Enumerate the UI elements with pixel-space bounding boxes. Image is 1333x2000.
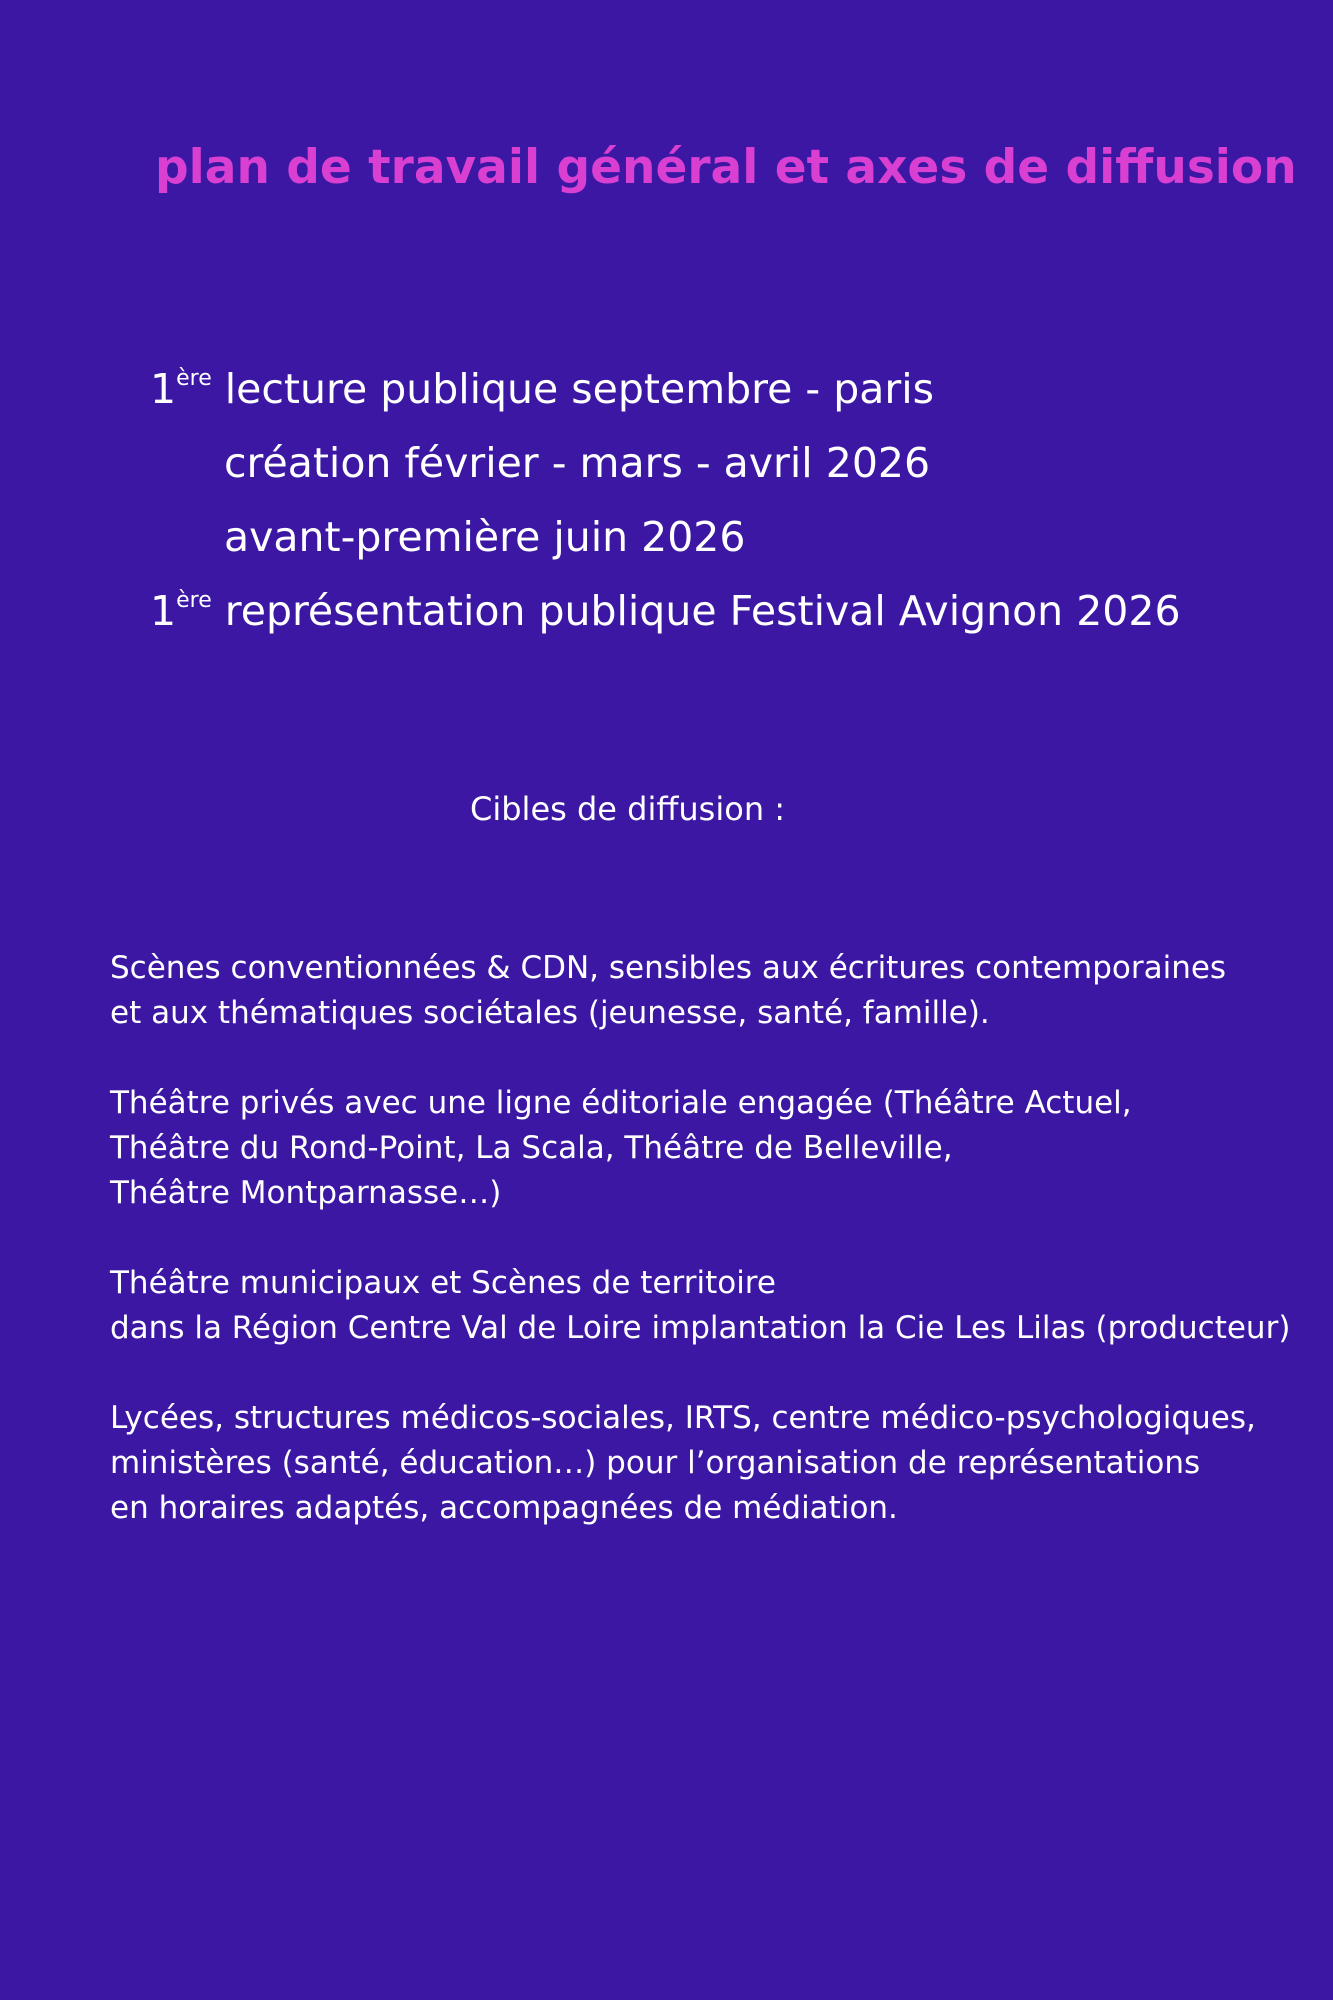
schedule-item-text: représentation publique Festival Avignon 2026	[211, 587, 1181, 635]
schedule-item-superscript: ère	[176, 366, 212, 391]
target-paragraph-municipal-theatres	[110, 1261, 1320, 1351]
target-line: Théâtre Montparnasse…)	[110, 1175, 502, 1211]
schedule-item-first-performance	[150, 574, 1181, 648]
schedule-item-superscript: ère	[176, 588, 212, 613]
target-paragraph-schools	[110, 1396, 1320, 1531]
target-line: Lycées, structures médicos-sociales, IRTS, centre médico-psychologiques,	[110, 1400, 1256, 1436]
target-line: Théâtre privés avec une ligne éditoriale engagée (Théâtre Actuel,	[110, 1085, 1132, 1121]
schedule-item-first-reading	[150, 352, 1181, 426]
schedule-item-prefix: 1	[150, 365, 177, 413]
target-line: Théâtre du Rond-Point, La Scala, Théâtre de Belleville,	[110, 1130, 953, 1166]
target-paragraph-scenes	[110, 946, 1320, 1036]
schedule-item-creation	[150, 426, 1181, 500]
target-line: Théâtre municipaux et Scènes de territoire	[110, 1265, 776, 1301]
schedule-item-text: création février - mars - avril 2026	[224, 439, 931, 487]
targets-list	[110, 946, 1320, 1576]
page-title: plan de travail général et axes de diffusion	[155, 140, 1297, 195]
schedule-item-text: avant-première juin 2026	[224, 513, 746, 561]
target-line: Scènes conventionnées & CDN, sensibles aux écritures contemporaines	[110, 950, 1227, 986]
target-line: et aux thématiques sociétales (jeunesse, santé, famille).	[110, 995, 990, 1031]
schedule-item-text: lecture publique septembre - paris	[211, 365, 934, 413]
target-line: ministères (santé, éducation…) pour l’organisation de représentations	[110, 1445, 1201, 1481]
targets-heading: Cibles de diffusion :	[470, 790, 786, 828]
schedule-item-prefix: 1	[150, 587, 177, 635]
target-line: dans la Région Centre Val de Loire implantation la Cie Les Lilas (producteur)	[110, 1310, 1291, 1346]
schedule-item-preview	[150, 500, 1181, 574]
schedule-list	[150, 352, 1181, 648]
target-paragraph-private-theatres	[110, 1081, 1320, 1216]
target-line: en horaires adaptés, accompagnées de médiation.	[110, 1490, 898, 1526]
